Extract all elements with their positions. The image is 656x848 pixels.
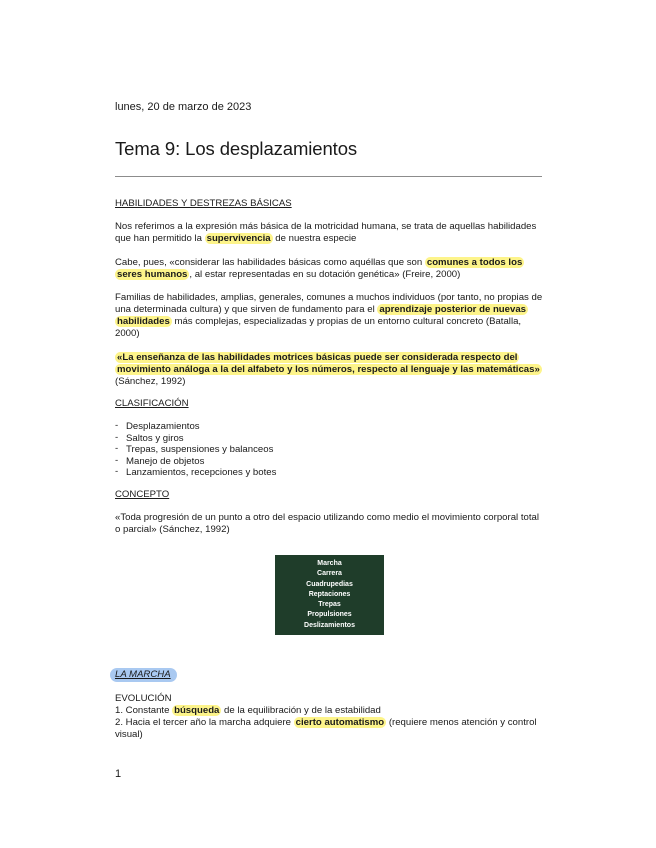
list-item (115, 421, 276, 433)
document-date: lunes, 20 de marzo de 2023 (115, 101, 252, 113)
evolution-item (115, 717, 545, 741)
list-item (115, 433, 276, 445)
paragraph-text: de nuestra especie (272, 233, 357, 244)
evolution-list (115, 705, 545, 741)
figure-item-marcha: Marcha (317, 560, 342, 568)
evolution-heading: EVOLUCIÓN (115, 693, 172, 704)
figure-item-deslizamientos: Deslizamientos (304, 621, 355, 629)
list-item (115, 456, 276, 468)
paragraph-batalla (115, 292, 543, 340)
highlight-ensenanza: «La enseñanza de las habilidades motrices básicas puede ser considerada respecto del movimiento análoga a la del alfabeto y los números, respecto al lenguaje y las matemáticas» (117, 352, 540, 375)
figure-item-trepas: Trepas (318, 601, 341, 609)
list-item-text: Trepas, suspensiones y balanceos (126, 444, 274, 456)
paragraph-text: (Sánchez, 1992) (115, 376, 186, 387)
highlight-automatismo: cierto automatismo (295, 717, 385, 728)
paragraph-text: más complejas, especializadas y propias de un entorno cultural concreto (Batalla, 2000) (115, 316, 522, 339)
list-item (115, 444, 276, 456)
paragraph-freire (115, 257, 543, 281)
displacement-types-figure (275, 555, 384, 635)
paragraph-text: Nos referimos a la expresión más básica de la motricidad humana, se trata de aquellas habilidades que han permitido la (115, 221, 537, 244)
evolution-text: 1. Constante (115, 705, 173, 716)
evolution-text: (requiere menos atención y control visual) (115, 717, 537, 740)
paragraph-concepto: «Toda progresión de un punto a otro del espacio utilizando como medio el movimiento corporal total o parcial» (Sánchez, 1992) (115, 512, 539, 535)
highlight-aprendizaje: aprendizaje posterior de nuevas habilidades (117, 304, 527, 327)
paragraph-text: Familias de habilidades, amplias, generales, comunes a muchos individuos (por tanto, no propias de una determinada cultura) y que sirven de fundamento para el (115, 292, 543, 315)
list-item-text: Desplazamientos (126, 421, 200, 432)
section-heading-concepto: CONCEPTO (115, 489, 170, 500)
evolution-text: 2. Hacia el tercer año la marcha adquiere (115, 717, 294, 728)
list-bullet: - (115, 466, 119, 478)
highlight-comunes: comunes a todos los seres humanos (117, 257, 523, 280)
figure-item-carrera: Carrera (317, 570, 342, 578)
section-heading-la-marcha: LA MARCHA (110, 668, 177, 682)
section-heading-clasificacion: CLASIFICACIÓN (115, 398, 189, 409)
paragraph-text: Cabe, pues, «considerar las habilidades básicas como aquéllas que son (115, 257, 425, 268)
highlight-busqueda: búsqueda (174, 705, 220, 716)
classification-list (115, 421, 276, 479)
figure-item-propulsiones: Propulsiones (307, 611, 352, 619)
figure-item-cuadrupedias: Cuadrupedias (306, 580, 353, 588)
title-divider (115, 176, 542, 177)
list-bullet: - (115, 454, 119, 466)
list-bullet: - (115, 431, 119, 443)
page-title: Tema 9: Los desplazamientos (115, 138, 358, 159)
list-item-text: Manejo de objetos (126, 455, 205, 467)
section-heading-habilidades: HABILIDADES Y DESTREZAS BÁSICAS (115, 198, 292, 209)
list-item (115, 467, 276, 479)
list-item-text: Lanzamientos, recepciones y botes (126, 467, 277, 479)
page-number: 1 (115, 768, 122, 780)
evolution-item (115, 705, 545, 717)
highlight-supervivencia: supervivencia (206, 233, 271, 244)
list-item-text: Saltos y giros (126, 432, 184, 444)
paragraph-expresion (115, 221, 543, 245)
paragraph-text: , al estar representadas en su dotación genética» (Freire, 2000) (189, 269, 461, 280)
list-bullet: - (115, 443, 119, 455)
list-bullet: - (115, 420, 119, 431)
paragraph-sanchez-quote (115, 352, 543, 388)
figure-item-reptaciones: Reptaciones (308, 590, 351, 598)
evolution-text: de la equilibración y de la estabilidad (221, 705, 381, 716)
